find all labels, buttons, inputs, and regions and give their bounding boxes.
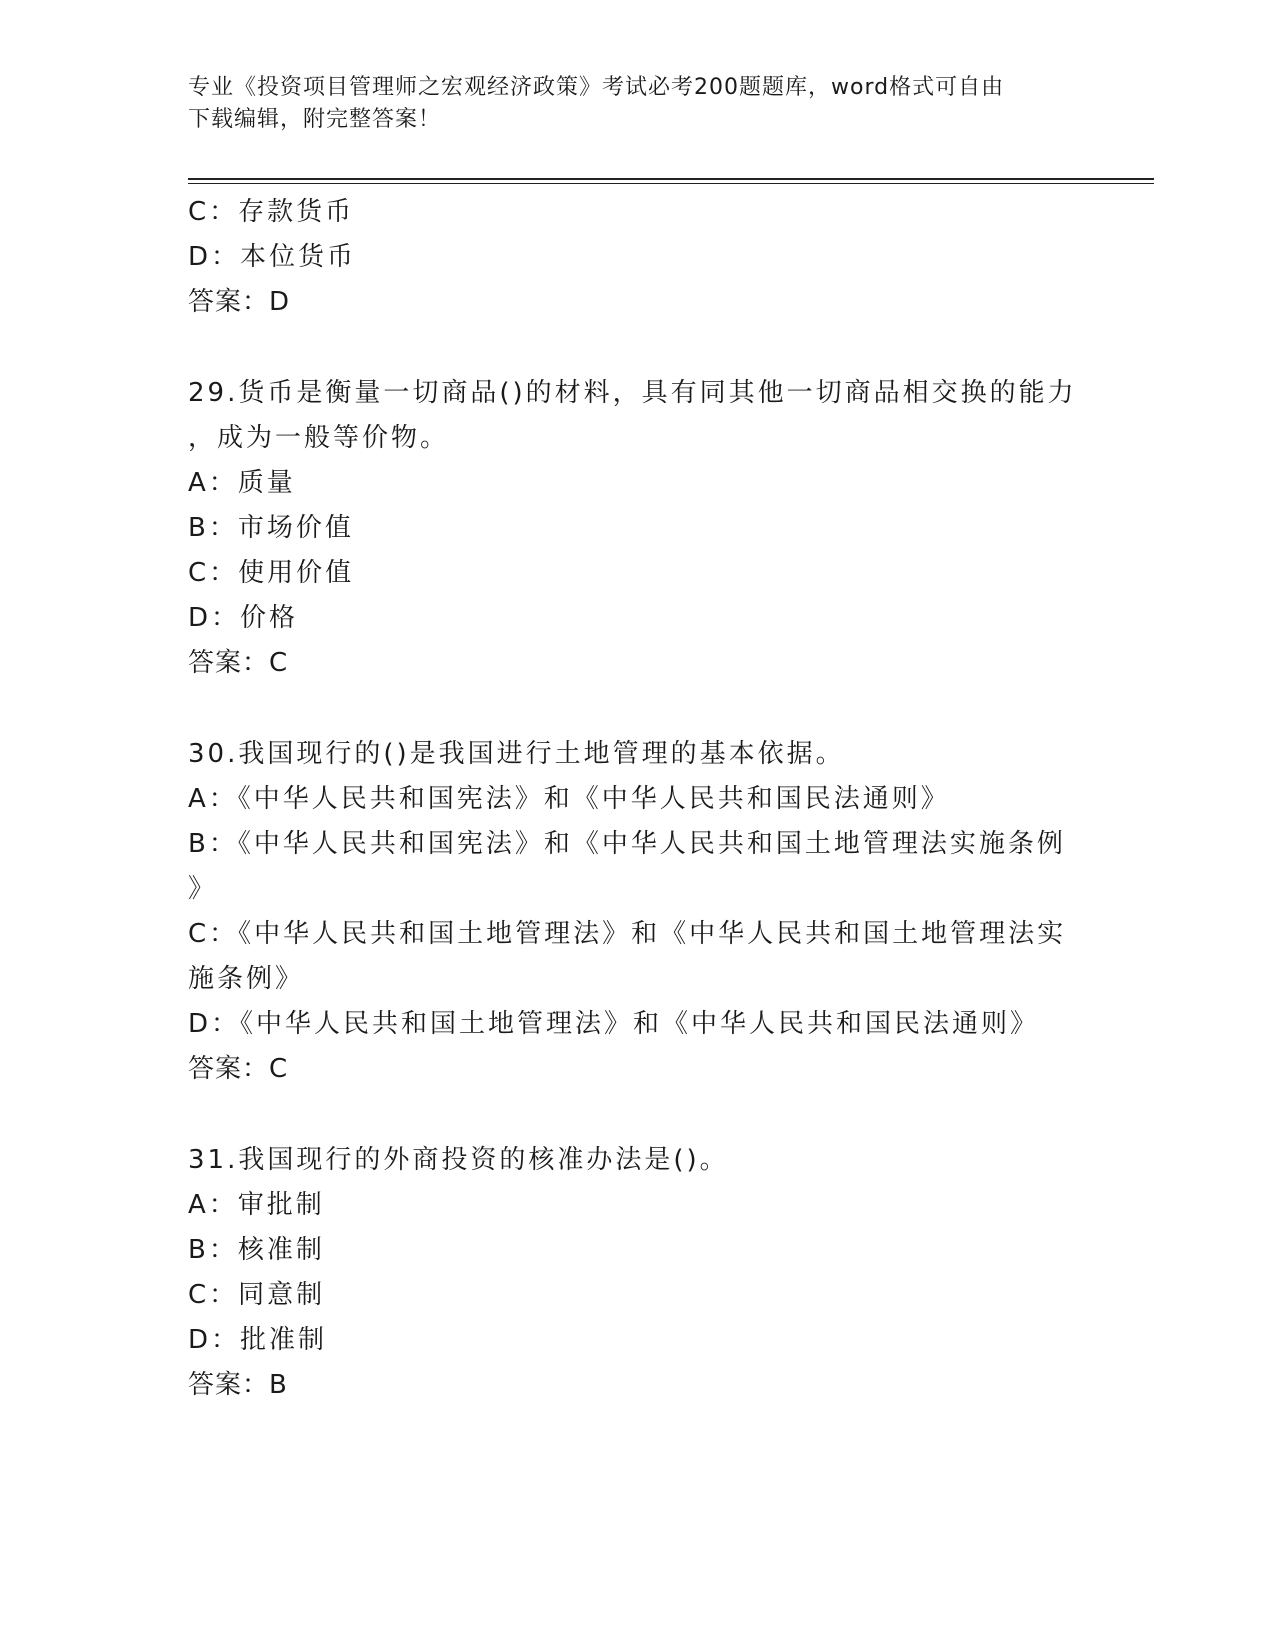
document-header <box>188 72 1068 136</box>
question-text: 30.我国现行的()是我国进行土地管理的基本依据。 <box>188 739 845 769</box>
option: C：《中华人民共和国土地管理法》和《中华人民共和国土地管理法实 <box>188 919 1067 949</box>
prev-question-tail <box>188 190 1088 325</box>
option: B：市场价值 <box>188 513 354 543</box>
option: C：存款货币 <box>188 197 355 227</box>
header-rule-thick <box>188 178 1154 180</box>
option: B：《中华人民共和国宪法》和《中华人民共和国土地管理法实施条例 <box>188 829 1066 859</box>
option: D：价格 <box>188 603 299 633</box>
question-30 <box>188 732 1088 1092</box>
option: A：《中华人民共和国宪法》和《中华人民共和国民法通则》 <box>188 784 950 814</box>
option: C：使用价值 <box>188 558 355 588</box>
question-text: 31.我国现行的外商投资的核准办法是()。 <box>188 1145 729 1175</box>
option: D：批准制 <box>188 1325 328 1355</box>
option: 施条例》 <box>188 964 305 994</box>
option: 》 <box>188 874 218 904</box>
option: C：同意制 <box>188 1280 326 1310</box>
option: A：审批制 <box>188 1190 325 1220</box>
header-line-2: 下载编辑，附完整答案！ <box>188 107 442 132</box>
question-text: 29.货币是衡量一切商品()的材料，具有同其他一切商品相交换的能力 <box>188 378 1077 408</box>
option: A：质量 <box>188 468 296 498</box>
answer: 答案：C <box>188 648 289 678</box>
answer: 答案：D <box>188 287 291 317</box>
answer: 答案：C <box>188 1054 289 1084</box>
question-29 <box>188 371 1088 686</box>
header-rule-thin <box>188 183 1154 184</box>
question-text: ，成为一般等价物。 <box>188 423 450 453</box>
question-31 <box>188 1138 1088 1408</box>
option: D：本位货币 <box>188 242 357 272</box>
option: D：《中华人民共和国土地管理法》和《中华人民共和国民法通则》 <box>188 1009 1040 1039</box>
option: B：核准制 <box>188 1235 325 1265</box>
header-line-1: 专业《投资项目管理师之宏观经济政策》考试必考200题题库，word格式可自由 <box>188 75 1005 100</box>
answer: 答案：B <box>188 1370 288 1400</box>
question-list <box>188 190 1088 1408</box>
